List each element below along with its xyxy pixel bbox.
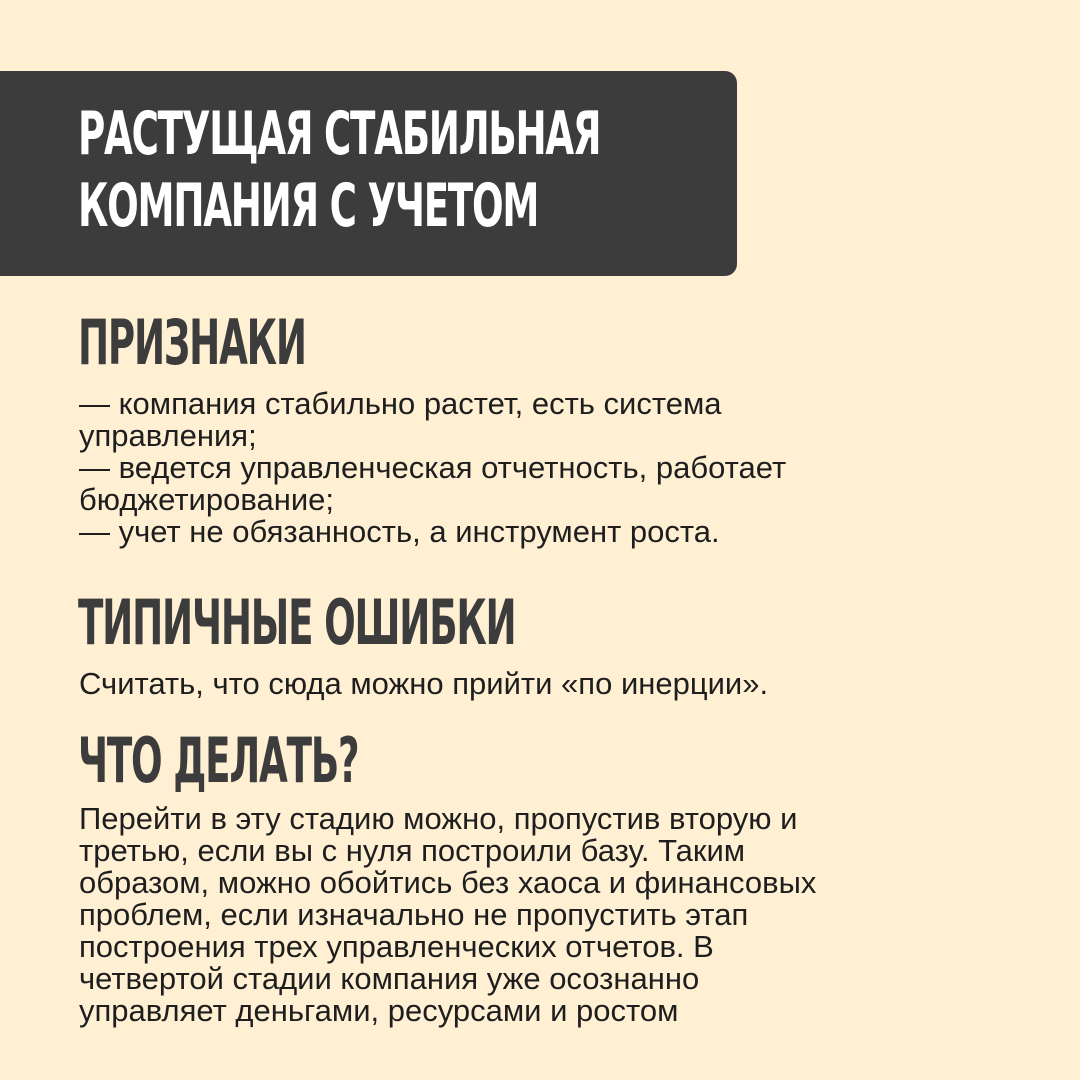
signs-line: управления;: [79, 418, 257, 453]
signs-heading: ПРИЗНАКИ: [78, 306, 306, 379]
signs-line: бюджетирование;: [79, 482, 335, 517]
what-to-do-line: образом, можно обойтись без хаоса и финансовых: [79, 865, 817, 900]
what-to-do-line: проблем, если изначально не пропустить этап: [79, 897, 749, 932]
mistakes-text: [79, 668, 979, 700]
title-line-2: КОМПАНИЯ С УЧЕТОМ: [78, 171, 539, 241]
mistakes-heading: ТИПИЧНЫЕ ОШИБКИ: [78, 586, 516, 659]
title-line-1: РАСТУЩАЯ СТАБИЛЬНАЯ: [78, 99, 601, 169]
what-to-do-line: управляет деньгами, ресурсами и ростом: [79, 993, 679, 1028]
title-banner: [0, 71, 737, 276]
what-to-do-line: построения трех управленческих отчетов. В: [79, 929, 714, 964]
mistakes-line: Считать, что сюда можно прийти «по инерции».: [79, 666, 769, 701]
signs-list: [79, 388, 979, 548]
what-to-do-line: третью, если вы с нуля построили базу. Таким: [79, 833, 746, 868]
signs-line: — учет не обязанность, а инструмент роста.: [79, 514, 720, 549]
signs-line: — компания стабильно растет, есть система: [79, 386, 722, 421]
what-to-do-heading: ЧТО ДЕЛАТЬ?: [78, 724, 359, 797]
what-to-do-line: четвертой стадии компания уже осознанно: [79, 961, 700, 996]
what-to-do-line: Перейти в эту стадию можно, пропустив вторую и: [79, 801, 798, 836]
signs-line: — ведется управленческая отчетность, работает: [79, 450, 787, 485]
what-to-do-text: [79, 803, 979, 1027]
